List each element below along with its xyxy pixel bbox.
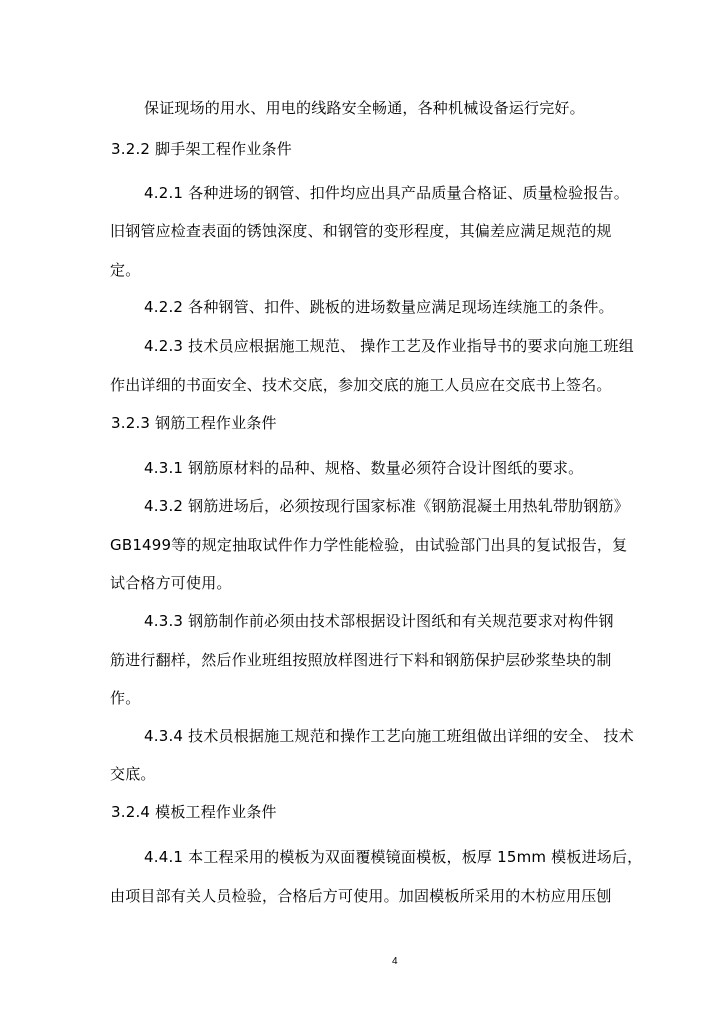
text-line: GB1499等的规定抽取试件作力学性能检验，由试验部门出具的复试报告，复: [110, 536, 628, 554]
text-line: 保证现场的用水、用电的线路安全畅通，各种机械设备运行完好。: [144, 99, 585, 117]
text-line: 4.4.1 本工程采用的模板为双面覆模镜面模板，板厚 15mm 模板进场后，: [144, 848, 643, 866]
text-line: 交底。: [110, 765, 156, 783]
text-line: 4.2.1 各种进场的钢管、扣件均应出具产品质量合格证、质量检验报告。: [144, 184, 629, 202]
section-heading: 3.2.4 模板工程作业条件: [111, 803, 277, 821]
page-number: 4: [392, 956, 398, 967]
text-line: 4.3.1 钢筋原材料的品种、规格、数量必须符合设计图纸的要求。: [144, 459, 584, 477]
text-line: 4.3.4 技术员根据施工规范和操作工艺向施工班组做出详细的安全、 技术: [144, 727, 634, 745]
text-line: 4.3.2 钢筋进场后，必须按现行国家标准《钢筋混凝土用热轧带肋钢筋》: [144, 497, 629, 515]
text-line: 作。: [110, 689, 141, 707]
text-line: 4.2.3 技术员应根据施工规范、 操作工艺及作业指导书的要求向施工班组: [144, 337, 634, 355]
section-heading: 3.2.2 脚手架工程作业条件: [111, 140, 292, 158]
text-line: 旧钢管应检查表面的锈蚀深度、和钢管的变形程度，其偏差应满足规范的规: [110, 222, 612, 240]
text-line: 筋进行翻样，然后作业班组按照放样图进行下料和钢筋保护层砂浆垫块的制: [110, 651, 612, 669]
text-line: 作出详细的书面安全、技术交底，参加交底的施工人员应在交底书上签名。: [110, 376, 612, 394]
text-line: 4.2.2 各种钢管、扣件、跳板的进场数量应满足现场连续施工的条件。: [144, 298, 614, 316]
text-line: 由项目部有关人员检验，合格后方可使用。加固模板所采用的木枋应用压刨: [110, 887, 612, 905]
text-line: 4.3.3 钢筋制作前必须由技术部根据设计图纸和有关规范要求对构件钢: [144, 612, 614, 630]
text-line: 定。: [110, 261, 141, 279]
text-line: 试合格方可使用。: [110, 574, 232, 592]
section-heading: 3.2.3 钢筋工程作业条件: [111, 414, 277, 432]
